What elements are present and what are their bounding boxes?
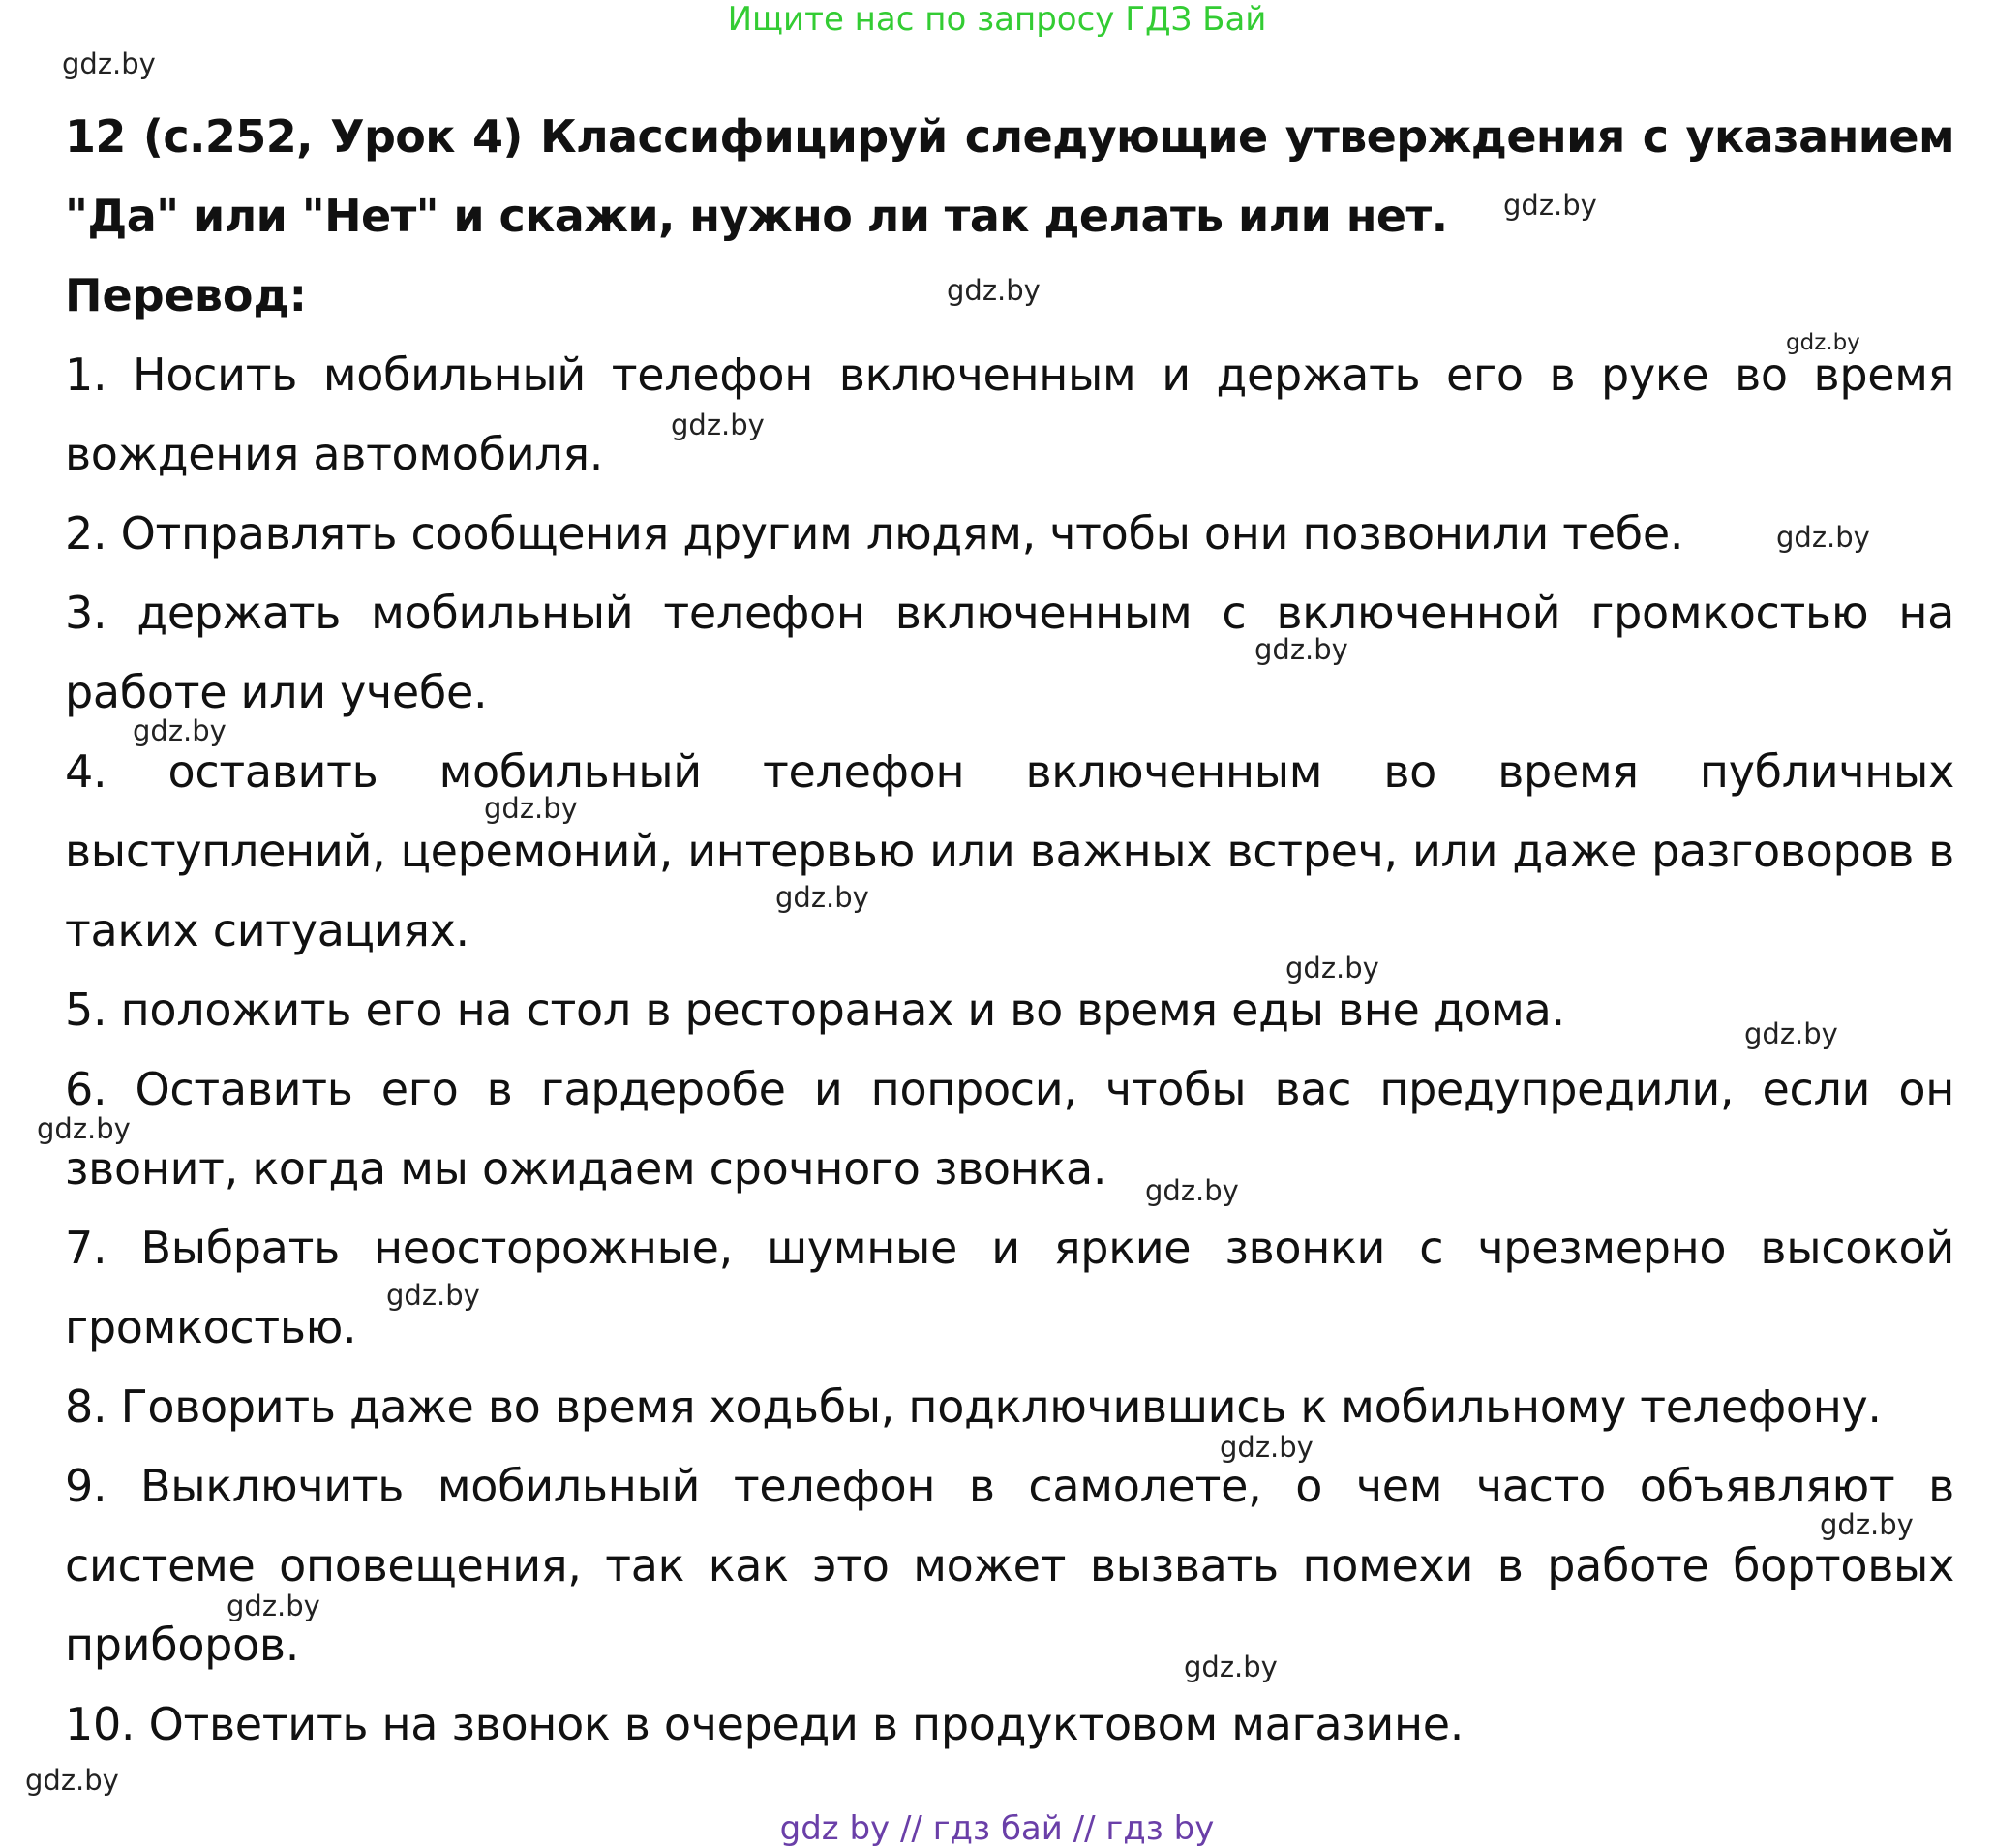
watermark: gdz.by (25, 1764, 119, 1797)
watermark: gdz.by (62, 47, 156, 80)
watermark: gdz.by (133, 714, 227, 747)
list-item: 9. Выключить мобильный телефон в самолете, о чем часто объявляют в системе оповещения, так как это может вызвать помехи в работе бортовых приборов. (65, 1460, 1954, 1671)
list-item: 8. Говорить даже во время ходьбы, подключившись к мобильному телефону. (65, 1380, 1882, 1433)
watermark: gdz.by (37, 1112, 131, 1145)
statement-list (65, 335, 1954, 1764)
list-item: 3. держать мобильный телефон включенным с включенной громкостью на работе или учебе. (65, 587, 1954, 718)
list-item: 2. Отправлять сообщения другим людям, чтобы они позвонили тебе. (65, 507, 1684, 560)
list-item: 10. Ответить на звонок в очереди в продуктовом магазине. (65, 1698, 1465, 1750)
list-item: 7. Выбрать неосторожные, шумные и яркие звонки с чрезмерно высокой громкостью. (65, 1222, 1954, 1353)
list-item: 1. Носить мобильный телефон включенным и держать его в руке во время вождения автомобиля. (65, 348, 1954, 480)
document-body (65, 97, 1954, 1764)
list-item: 4. оставить мобильный телефон включенным во время публичных выступлений, церемоний, интервью или важных встреч, или даже разговоров в таких ситуациях. (65, 745, 1954, 956)
list-item: 5. положить его на стол в ресторанах и во время еды вне дома. (65, 984, 1565, 1036)
task-title: 12 (с.252, Урок 4) Классифицируй следующие утверждения с указанием "Да" или "Нет" и скажи, нужно ли так делать или нет. (65, 110, 1954, 242)
list-item: 6. Оставить его в гардеробе и попроси, чтобы вас предупредили, если он звонит, когда мы ожидаем срочного звонка. (65, 1063, 1954, 1195)
watermark: gdz.by (1285, 952, 1379, 985)
watermark: gdz.by (1786, 330, 1860, 355)
watermark: gdz.by (775, 881, 869, 914)
watermark: gdz.by (1820, 1508, 1914, 1541)
translation-heading: Перевод: (65, 269, 308, 321)
watermark: gdz.by (386, 1279, 480, 1312)
watermark: gdz.by (484, 792, 578, 825)
watermark: gdz.by (227, 1590, 320, 1622)
watermark: gdz.by (1145, 1174, 1239, 1207)
watermark: gdz.by (1184, 1651, 1278, 1683)
search-hint-link[interactable]: Ищите нас по запросу ГДЗ Бай (727, 0, 1267, 39)
footer-links[interactable]: gdz by // гдз бай // гдз by (779, 1809, 1215, 1848)
watermark: gdz.by (1744, 1017, 1838, 1050)
watermark: gdz.by (1254, 633, 1348, 666)
watermark: gdz.by (1503, 189, 1597, 222)
watermark: gdz.by (947, 274, 1041, 307)
watermark: gdz.by (1220, 1431, 1314, 1464)
watermark: gdz.by (1776, 521, 1870, 554)
watermark: gdz.by (671, 409, 765, 441)
